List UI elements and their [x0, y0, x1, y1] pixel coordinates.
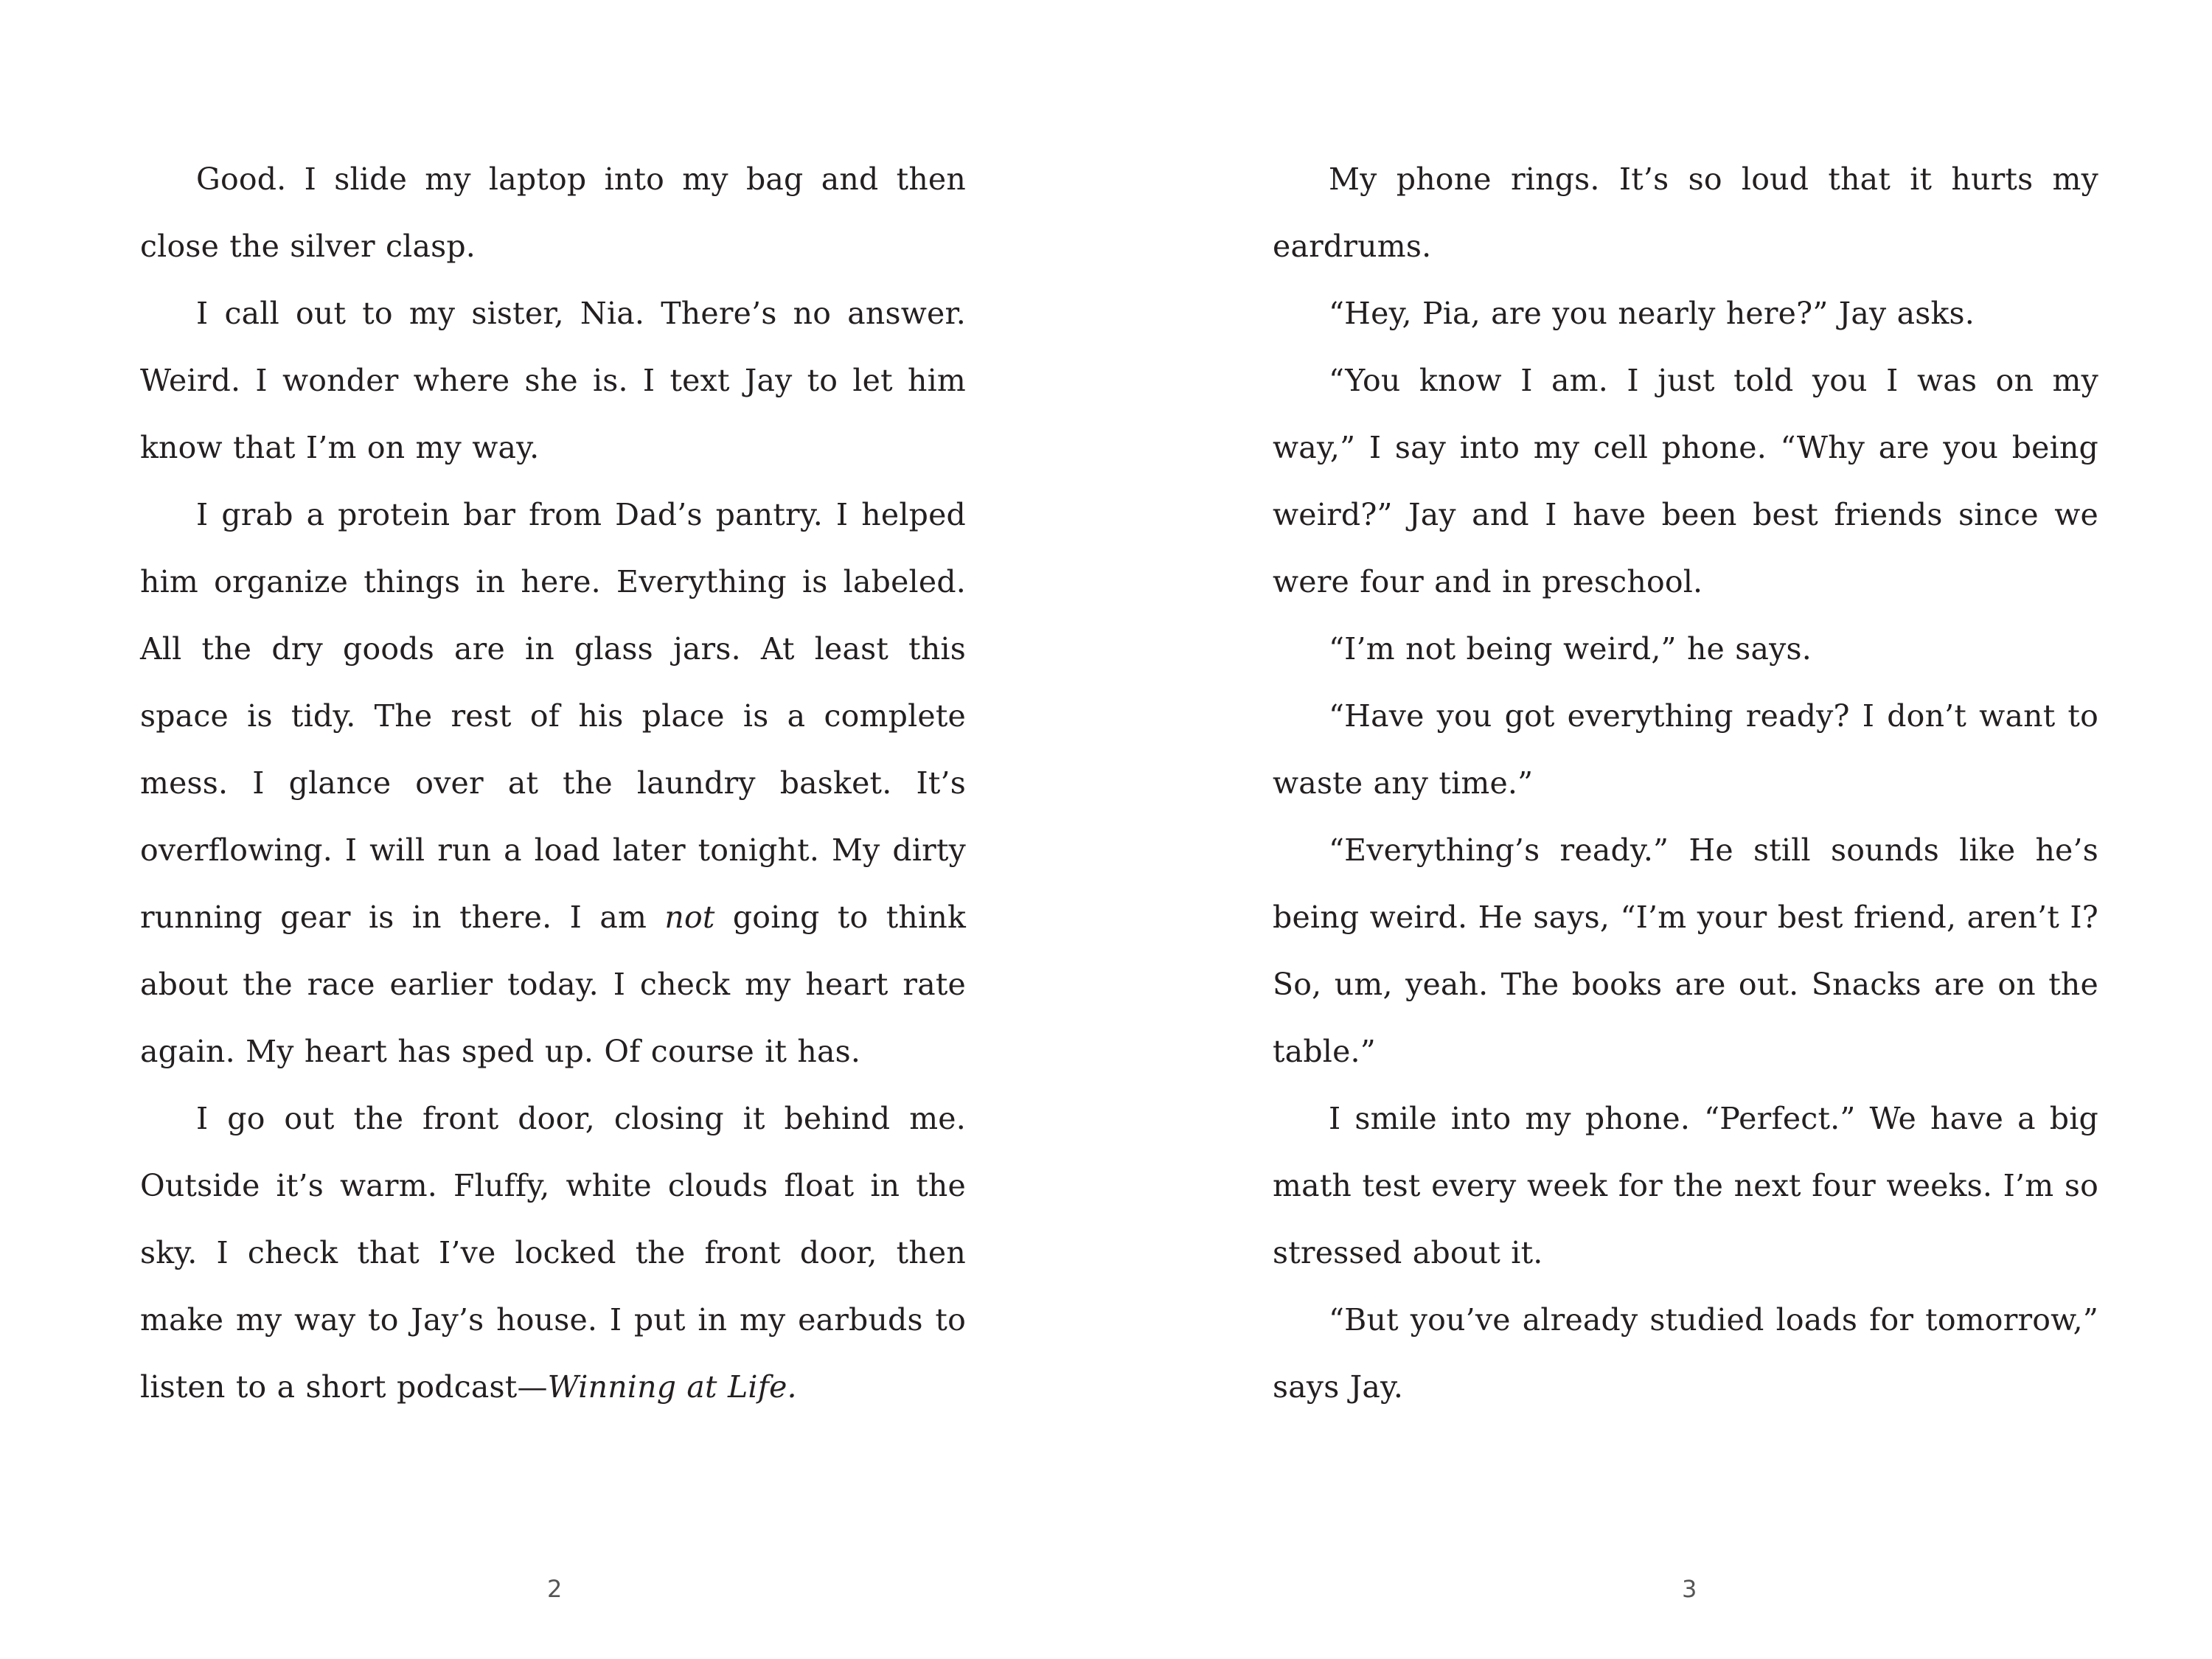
right-page-text	[1273, 146, 2098, 1421]
right-page	[1106, 0, 2212, 1659]
paragraph: “You know I am. I just told you I was on my way,” I say into my cell phone. “Why are you being weird?” Jay and I have been best friends since we were four and in preschool.	[1273, 363, 2098, 599]
paragraph-text: I go out the front door, closing it behind me. Outside it’s warm. Fluffy, white clouds float in the sky. I check that I’ve locked the front door, then make my way to Jay’s house. I put in my earbuds to listen to a short podcast—	[140, 1101, 966, 1405]
paragraph	[140, 481, 966, 1085]
paragraph	[140, 1085, 966, 1421]
paragraph: “But you’ve already studied loads for tomorrow,” says Jay.	[1273, 1302, 2098, 1405]
paragraph-text: going to think about the race earlier today. I check my heart rate again. My heart has sped up. Of course it has.	[140, 900, 966, 1069]
paragraph: “I’m not being weird,” he says.	[1329, 631, 1812, 667]
emphasized-text: not	[664, 900, 715, 935]
page-number: 3	[1682, 1575, 1697, 1603]
paragraph: I call out to my sister, Nia. There’s no answer. Weird. I wonder where she is. I text Jay to let him know that I’m on my way.	[140, 296, 966, 465]
page-number: 2	[547, 1575, 563, 1603]
paragraph: “Have you got everything ready? I don’t want to waste any time.”	[1273, 698, 2098, 801]
podcast-title: Winning at Life.	[547, 1369, 797, 1405]
paragraph: Good. I slide my laptop into my bag and then close the silver clasp.	[140, 161, 966, 264]
paragraph: “Hey, Pia, are you nearly here?” Jay asks.	[1329, 296, 1975, 331]
paragraph: “Everything’s ready.” He still sounds like he’s being weird. He says, “I’m your best friend, aren’t I? So, um, yeah. The books are out. Snacks are on the table.”	[1273, 832, 2098, 1069]
paragraph-text: I grab a protein bar from Dad’s pantry. I helped him organize things in here. Everything is labeled. All the dry goods are in glass jars. At least this space is tidy. The rest of his place is a complete mess. I glance over at the laundry basket. It’s overflowing. I will run a load later tonight. My dirty running gear is in there. I am	[140, 497, 966, 935]
paragraph: My phone rings. It’s so loud that it hurts my eardrums.	[1273, 161, 2098, 264]
left-page-text	[140, 146, 966, 1421]
paragraph: I smile into my phone. “Perfect.” We have a big math test every week for the next four weeks. I’m so stressed about it.	[1273, 1101, 2098, 1270]
